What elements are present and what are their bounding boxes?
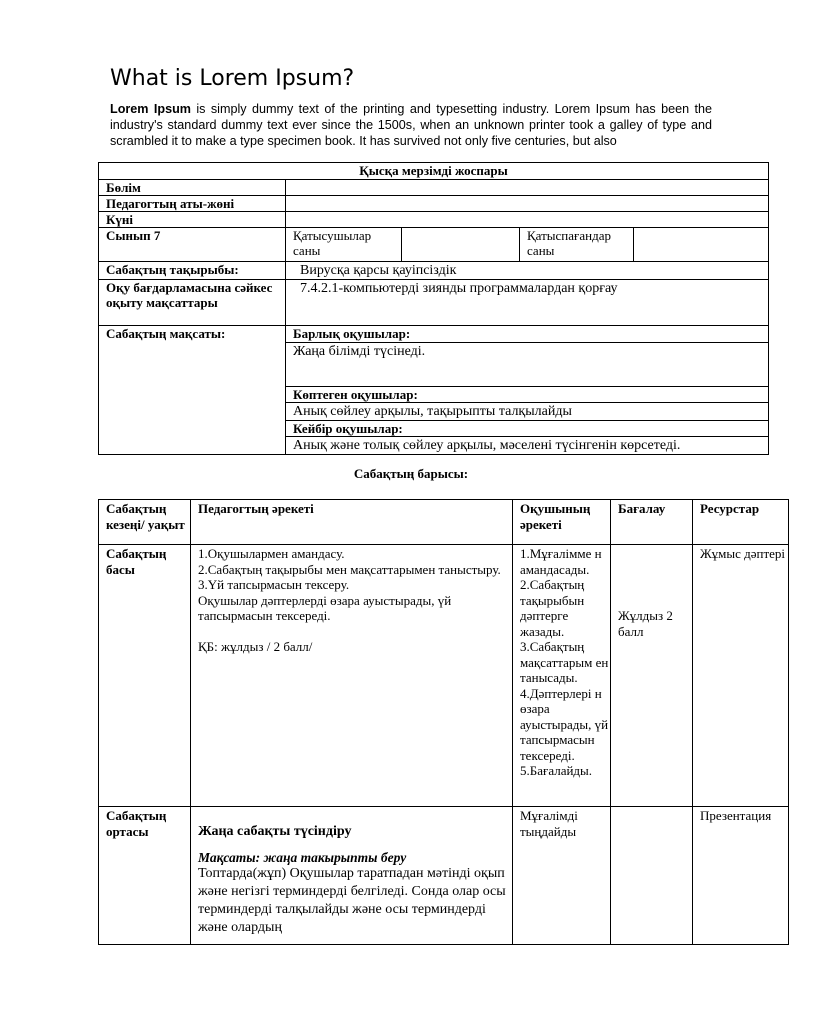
present-count-label: Қатысушылар саны: [286, 228, 402, 262]
start-assessment: [611, 545, 693, 807]
present-count-value: [402, 228, 520, 262]
start-teacher-line: Оқушылар дәптерлерді өзара ауыстырады, үй тапсырмасын тексереді.: [198, 592, 452, 623]
header-teacher-action: Педагогтың әрекеті: [191, 500, 513, 545]
section-label: Бөлім: [99, 180, 286, 196]
topic-value: Вирусқа қарсы қауіпсіздік: [286, 262, 769, 280]
start-teacher-line: ҚБ: жұлдыз / 2 балл/: [198, 639, 313, 654]
all-students-value: Жаңа білімді түсінеді.: [286, 343, 769, 387]
absent-count-value: [634, 228, 769, 262]
middle-text: Топтарда(жұп) Оқушылар таратпадан мәтінді оқып және негізгі терминдерді белгіледі. Сонда олар осы терминдерді талқылайды және осы терминдерді және олардың: [198, 866, 506, 935]
start-teacher-line: 1.Оқушылармен амандасу.: [198, 546, 345, 561]
absent-count-label: Қатыспағандар саны: [520, 228, 634, 262]
intro-lead: Lorem Ipsum: [110, 102, 191, 116]
middle-resources: Презентация: [693, 807, 789, 945]
start-student-line: 1.Мұғалімме н амандасады.: [520, 546, 602, 577]
middle-teacher-action: [191, 807, 513, 945]
teacher-name-label: Педагогтың аты-жөні: [99, 196, 286, 212]
middle-student-action: Мұғалімді тыңдайды: [513, 807, 611, 945]
page-heading: What is Lorem Ipsum?: [110, 66, 355, 91]
all-students-label: Барлық оқушылар:: [286, 326, 769, 343]
lesson-goal-label: Сабақтың мақсаты:: [99, 326, 286, 455]
middle-title: Жаңа сабақты түсіндіру: [198, 824, 352, 839]
header-student-action: Оқушының әрекеті: [513, 500, 611, 545]
start-resources: Жұмыс дәптері: [693, 545, 789, 807]
header-assessment: Бағалау: [611, 500, 693, 545]
start-student-line: 2.Сабақтың тақырыбын дәптерге жазады.: [520, 577, 585, 639]
header-stage: Сабақтың кезеңі/ уақыт: [99, 500, 191, 545]
lesson-flow-table: [98, 499, 789, 945]
objectives-value: 7.4.2.1-компьютерді зиянды программалардан қорғау: [286, 280, 769, 326]
header-resources: Ресурстар: [693, 500, 789, 545]
start-teacher-action: [191, 545, 513, 807]
section-value: [286, 180, 769, 196]
start-student-line: 4.Дәптерлері н өзара ауыстырады, үй тапсырмасын тексереді.: [520, 685, 609, 763]
start-teacher-line: 3.Үй тапсырмасын тексеру.: [198, 577, 350, 592]
short-term-plan-table: [98, 162, 769, 455]
start-student-line: 3.Сабақтың мақсаттарым ен танысады.: [520, 639, 609, 685]
many-students-value: Анық сөйлеу арқылы, тақырыпты талқылайды: [286, 403, 769, 421]
many-students-label: Көптеген оқушылар:: [286, 387, 769, 403]
teacher-name-value: [286, 196, 769, 212]
start-stage-label: Сабақтың басы: [99, 545, 191, 807]
some-students-label: Кейбір оқушылар:: [286, 421, 769, 437]
start-teacher-spacer: [198, 624, 512, 640]
start-teacher-line: 2.Сабақтың тақырыбы мен мақсаттарымен таныстыру.: [198, 561, 501, 577]
objectives-label: Оқу бағдарламасына сәйкес оқыту мақсаттары: [99, 280, 286, 326]
start-student-action: [513, 545, 611, 807]
intro-paragraph: [110, 101, 712, 149]
date-value: [286, 212, 769, 228]
date-label: Күні: [99, 212, 286, 228]
start-student-line: 5.Бағалайды.: [520, 763, 593, 778]
middle-goal: Мақсаты: жаңа такырыпты беру: [198, 849, 407, 865]
middle-assessment: [611, 807, 693, 945]
start-assessment-text: Жұлдыз 2 балл: [618, 608, 673, 639]
lesson-flow-title: Сабақтың барысы:: [353, 466, 469, 481]
some-students-value: Анық және толық сөйлеу арқылы, мәселені түсінгенін көрсетеді.: [286, 437, 769, 455]
middle-stage-label: Сабақтың ортасы: [99, 807, 191, 945]
plan-caption: Қысқа мерзімді жоспары: [99, 163, 769, 180]
topic-label: Сабақтың тақырыбы:: [99, 262, 286, 280]
class-label: Сынып 7: [99, 228, 286, 262]
intro-text: is simply dummy text of the printing and typesetting industry. Lorem Ipsum has been the industry's standard dummy text ever since the 1500s, when an unknown printer took a galley of type and scrambled it to make a type specimen book. It has survived not only five centuries, but also: [110, 102, 712, 148]
